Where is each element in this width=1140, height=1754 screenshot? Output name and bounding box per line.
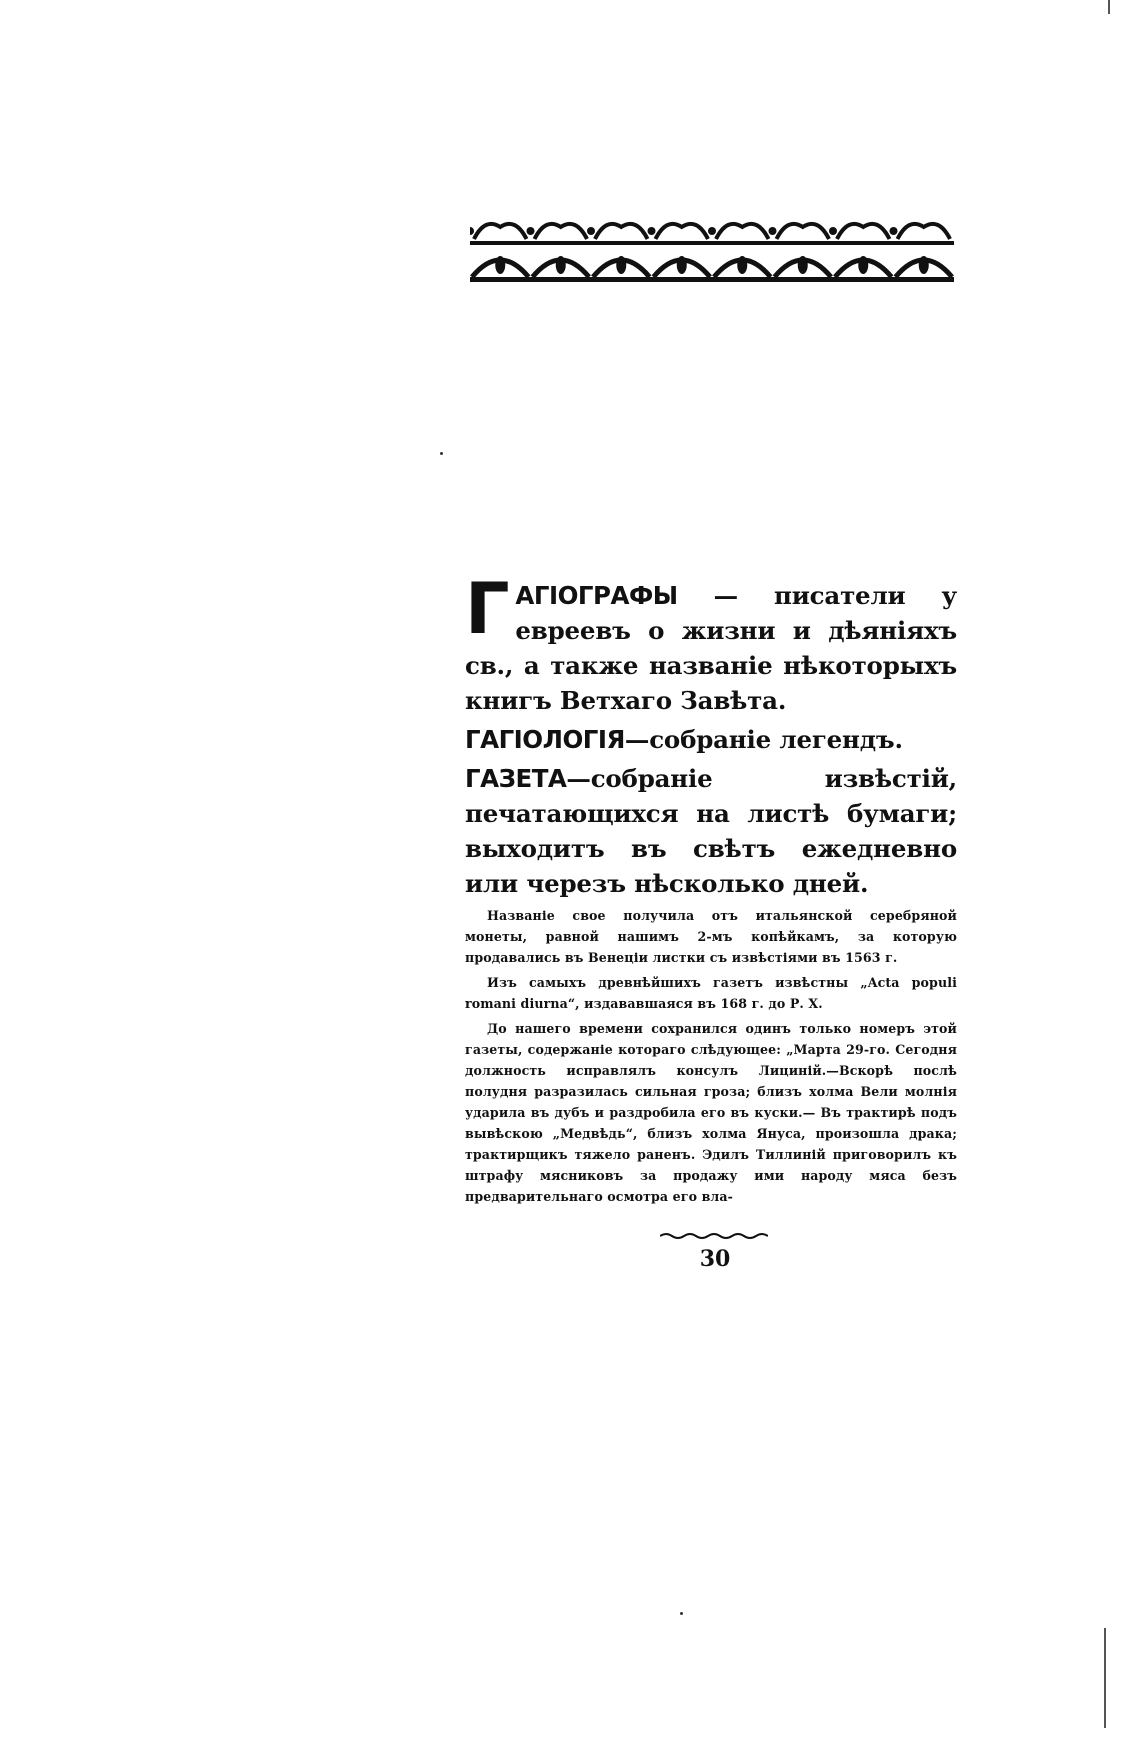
page-number: 30 [699,1246,731,1272]
ornament-bud [556,256,566,274]
ornament-knot [890,227,898,235]
note-paragraph: Названіе свое получила отъ итальянской серебряной монеты, равной нашимъ 2-мъ копѣйкамъ, за которую продавались въ Венеціи листки съ извѣстіями въ 1563 г. [465,908,957,965]
definition: —собраніе легендъ. [624,725,903,754]
ornament-bud [858,256,868,274]
ornament-bud [919,256,929,274]
page-edge-line [1108,0,1110,14]
ornament-knot [769,227,777,235]
ornament-knot [829,227,837,235]
ornament-knot [527,227,535,235]
ornament-knot [648,227,656,235]
ornament-knot [587,227,595,235]
page-edge-line [1104,1628,1106,1728]
ornament-bud [798,256,808,274]
ornament-bud [677,256,687,274]
ornament-knot [708,227,716,235]
definition: —собраніе извѣстій, печатающихся на листѣ бумаги; выходитъ въ свѣтъ ежедневно или черезъ нѣсколько дней. [465,764,957,898]
ornament-bud [616,256,626,274]
headword: АГІОГРАФЫ [515,581,678,610]
headword: ГАЗЕТА [465,764,567,793]
ornamental-headpiece [470,213,954,284]
headword: ГАГІОЛОГІЯ [465,725,625,754]
dictionary-column [465,568,957,1207]
note-paragraph: Изъ самыхъ древнѣйшихъ газетъ извѣстны „Acta populi romani diurna“, издававшаяся въ 168 г. до Р. Х. [465,975,957,1011]
entry-gagiologia [465,722,957,757]
note-paragraph: До нашего времени сохранился одинъ только номеръ этой газеты, содержаніе котораго слѣдующее: „Марта 29-го. Сегодня должность исправлялъ консулъ Лициній.—Вскорѣ послѣ полудня разразилась сильная гроза; близъ холма Вели молнія ударила въ дубъ и раздробила его въ куски.— Въ трактирѣ подъ вывѣскою „Медвѣдь“, близъ холма Януса, произошла драка; трактирщикъ тяжело раненъ. Эдилъ Тиллиній приговорилъ къ штрафу мясниковъ за продажу ими народу мяса безъ предварительнаго осмотра его вла- [465,1021,957,1204]
wave-ornament [660,1232,768,1244]
speck-mark [440,452,443,455]
ornament-bud [737,256,747,274]
ornament-bud [495,256,505,274]
definition: — писатели у евреевъ о жизни и дѣяніяхъ св., а также названіе нѣкоторыхъ книгъ Ветхаго Завѣта. [465,581,957,715]
entry-gagiografy [465,568,957,718]
speck-mark [680,1612,683,1615]
drop-cap: Г [465,568,510,650]
entry-gazeta [465,761,957,901]
